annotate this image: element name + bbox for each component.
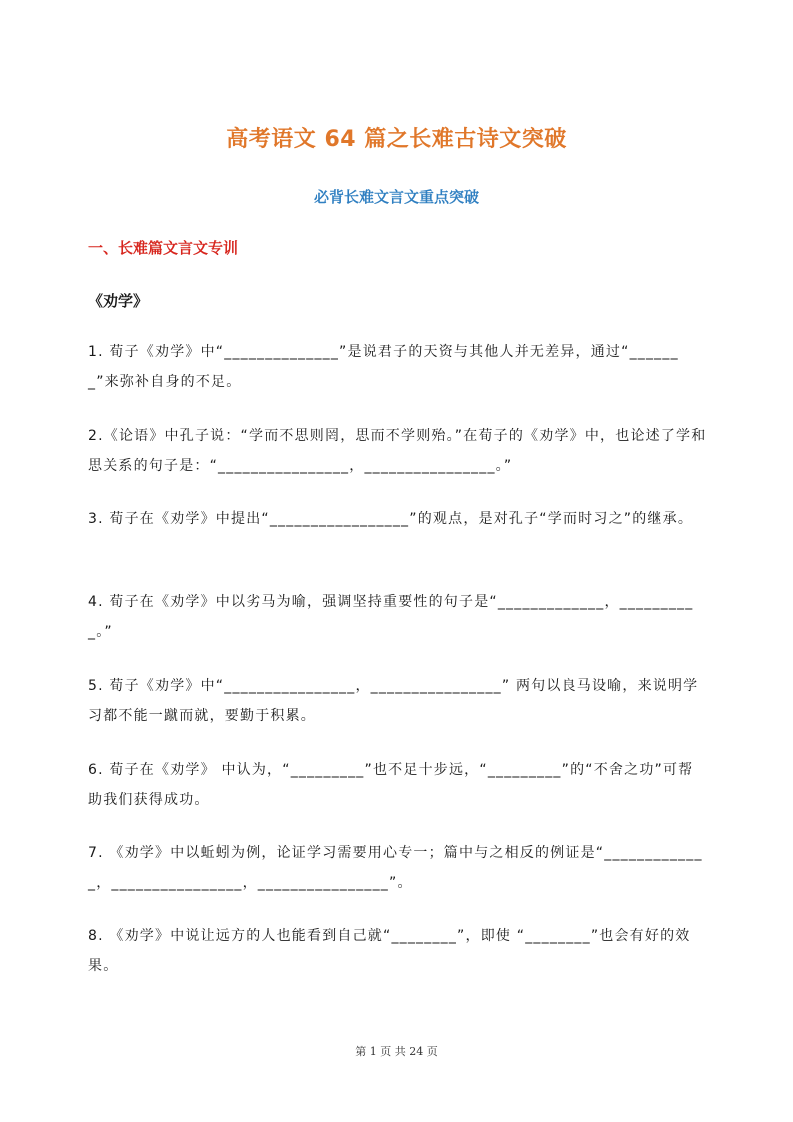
question-2: 2.《论语》中孔子说：“学而不思则罔，思而不学则殆。”在荀子的《劝学》中，也论述了学和思关系的句子是：“________________，________________。” (88, 428, 707, 474)
page-footer: 第 1 页 共 24 页 (355, 1045, 438, 1058)
question-7: 7. 《劝学》中以蚯蚓为例，论证学习需要用心专一；篇中与之相反的例证是“_____________，________________，________________”。 (88, 845, 703, 891)
question-8: 8. 《劝学》中说让远方的人也能看到自己就“________”，即使 “________”也会有好的效果。 (88, 928, 691, 974)
section-heading: 一、长难篇文言文专训 (88, 239, 239, 257)
question-3: 3. 荀子在《劝学》中提出“_________________”的观点，是对孔子“学而时习之”的继承。 (88, 511, 694, 527)
question-6: 6. 荀子在《劝学》 中认为，“_________”也不足十步远，“_________”的“不舍之功”可帮助我们获得成功。 (88, 762, 694, 808)
document-title: 高考语文 64 篇之长难古诗文突破 (226, 127, 567, 152)
question-4: 4. 荀子在《劝学》中以劣马为喻，强调坚持重要性的句子是“_____________，__________。” (88, 594, 694, 640)
question-1: 1. 荀子《劝学》中“______________”是说君子的天资与其他人并无差异，通过“_______”来弥补自身的不足。 (88, 344, 679, 390)
question-5: 5. 荀子《劝学》中“________________，________________” 两句以良马设喻，来说明学习都不能一蹴而就，要勤于积累。 (88, 678, 699, 724)
document-subtitle: 必背长难文言文重点突破 (313, 188, 479, 206)
text-heading: 《劝学》 (88, 292, 149, 310)
